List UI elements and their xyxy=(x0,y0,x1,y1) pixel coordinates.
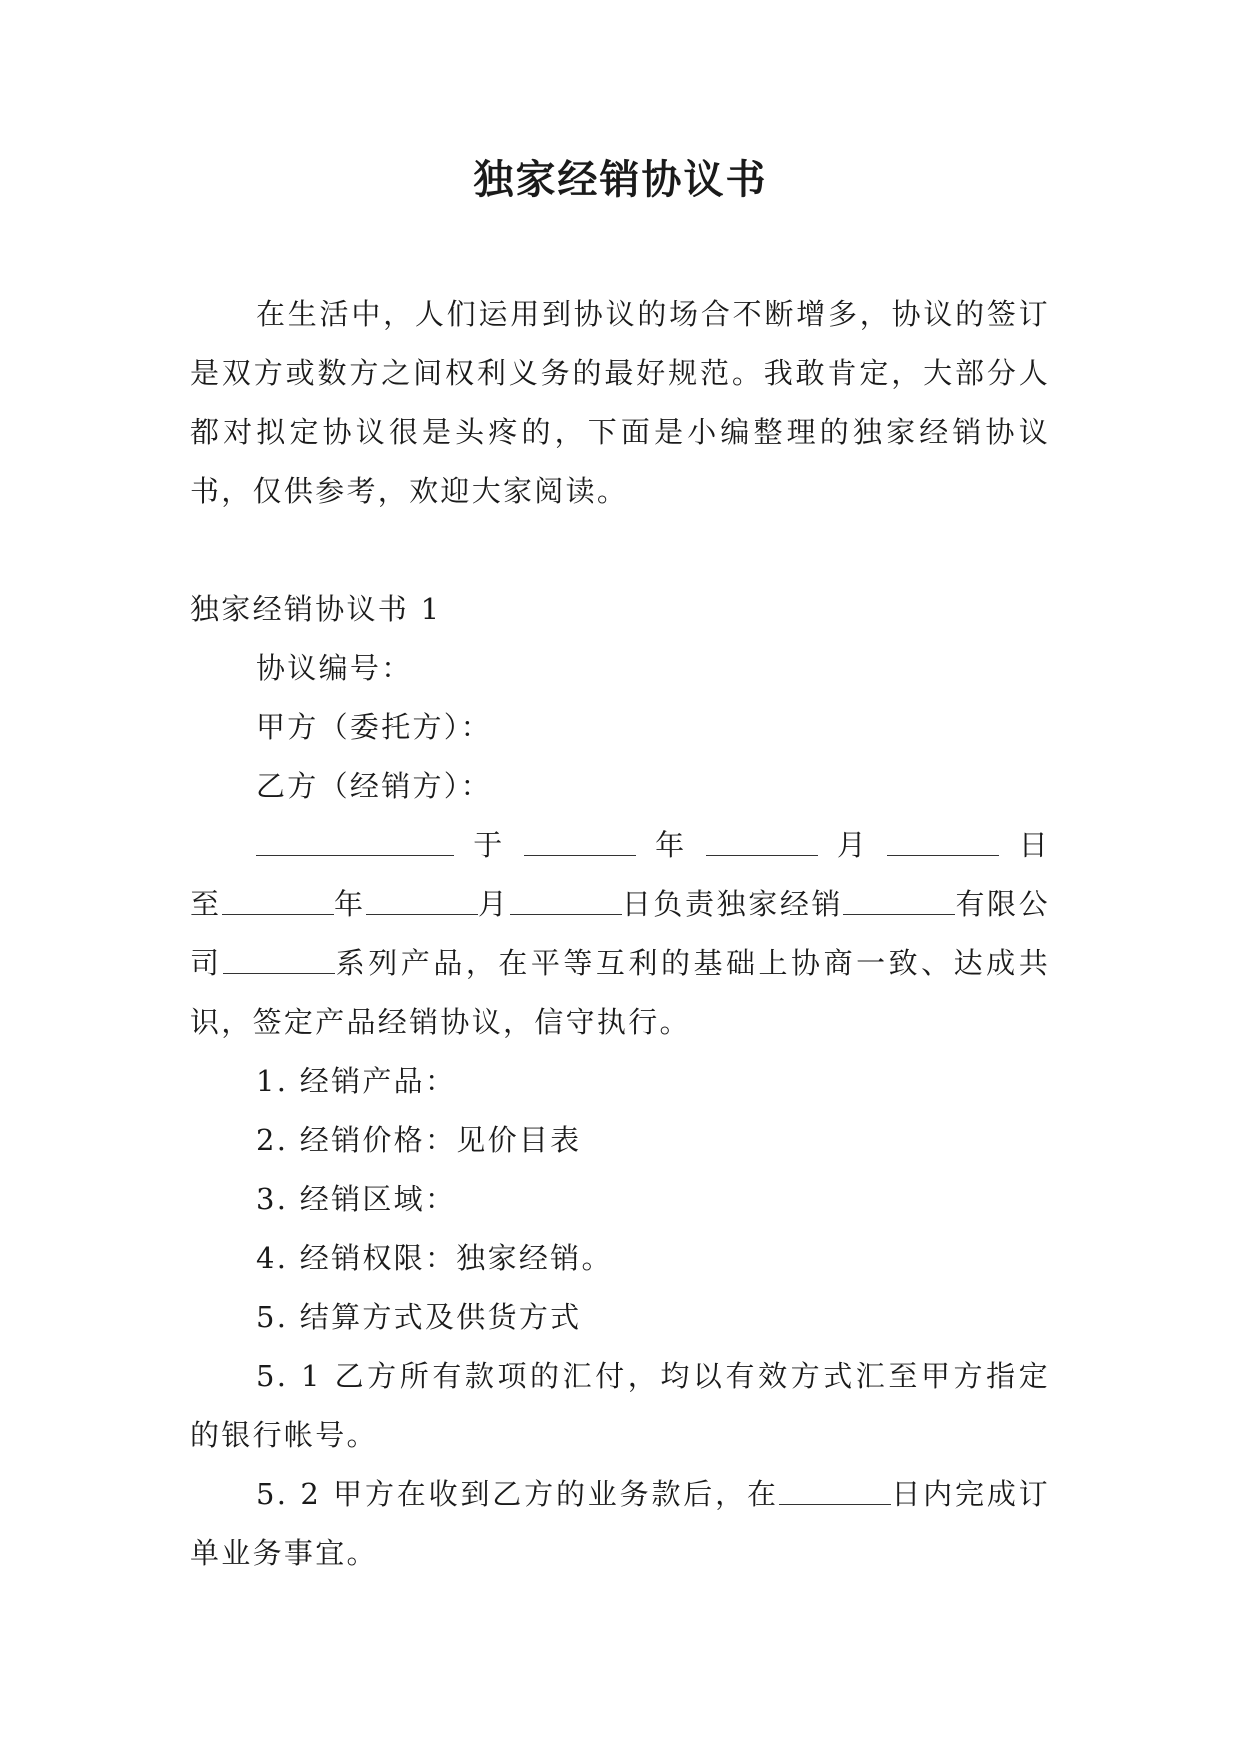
term-ri-fuze: 日负责独家经销 xyxy=(621,887,844,921)
end-day-blank xyxy=(510,885,622,915)
start-year-blank xyxy=(524,826,636,856)
document-body xyxy=(190,285,1050,1583)
document-title: 独家经销协议书 xyxy=(473,156,768,203)
item-5-2-before: 5. 2 甲方在收到乙方的业务款后，在 xyxy=(256,1477,779,1511)
item-2: 2. 经销价格：见价目表 xyxy=(256,1123,582,1157)
term-yue-2: 月 xyxy=(477,887,510,921)
days-blank xyxy=(779,1475,891,1505)
item-5: 5. 结算方式及供货方式 xyxy=(256,1300,582,1334)
section-heading: 独家经销协议书 1 xyxy=(190,592,442,626)
end-month-blank xyxy=(366,885,478,915)
distributor-blank xyxy=(843,885,955,915)
product-series-blank xyxy=(223,944,335,974)
party-a-label: 甲方（委托方）： xyxy=(256,710,492,744)
start-month-blank xyxy=(706,826,818,856)
term-xilie: 系列产品，在平等互利的基础上协商一致、达成共识，签定产品经销协议，信守执行。 xyxy=(190,946,1050,1039)
item-5-1: 5. 1 乙方所有款项的汇付，均以有效方式汇至甲方指定的银行帐号。 xyxy=(190,1359,1050,1452)
term-yue-1: 月 xyxy=(835,828,870,862)
item-5-2 xyxy=(190,1465,1050,1583)
item-5-2-after: 日内完成订单业务事宜。 xyxy=(190,1477,1050,1570)
term-youxian: 有限公司 xyxy=(190,887,1050,980)
item-3: 3. 经销区域： xyxy=(256,1182,457,1216)
term-paragraph xyxy=(190,816,1050,1052)
agreement-number-label: 协议编号： xyxy=(256,651,413,685)
start-day-blank xyxy=(887,826,999,856)
term-nian-2: 年 xyxy=(333,887,366,921)
term-ri-zhi: 日至 xyxy=(190,828,1050,921)
item-1: 1. 经销产品： xyxy=(256,1064,457,1098)
term-nian-1: 年 xyxy=(653,828,688,862)
end-year-blank xyxy=(222,885,334,915)
party-b-label: 乙方（经销方）： xyxy=(256,769,492,803)
company-blank xyxy=(256,826,454,856)
term-yu: 于 xyxy=(472,828,506,862)
item-4: 4. 经销权限：独家经销。 xyxy=(256,1241,613,1275)
intro-paragraph: 在生活中，人们运用到协议的场合不断增多，协议的签订是双方或数方之间权利义务的最好规范。我敢肯定，大部分人都对拟定协议很是头疼的，下面是小编整理的独家经销协议书，仅供参考，欢迎大家阅读。 xyxy=(190,297,1050,508)
